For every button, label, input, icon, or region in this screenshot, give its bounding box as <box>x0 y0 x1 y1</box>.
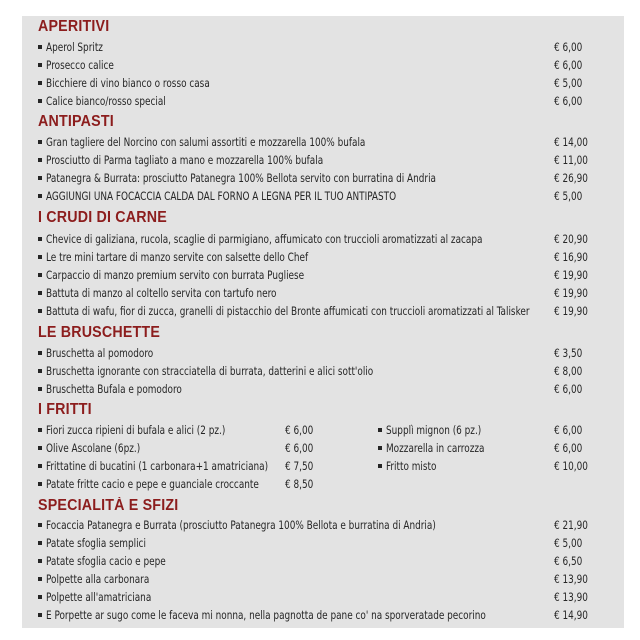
bullet-icon <box>38 309 42 313</box>
menu-item <box>38 133 624 151</box>
item-name: E Porpette ar sugo come le faceva mi nonna, nella pagnotta de pane co' na sporveratade pecorino <box>46 608 486 622</box>
menu-item <box>38 266 624 284</box>
item-price: € 6,00 <box>554 423 583 437</box>
menu-item <box>38 344 624 362</box>
bullet-icon <box>378 464 382 468</box>
bullet-icon <box>38 541 42 545</box>
item-name: Carpaccio di manzo premium servito con burrata Pugliese <box>46 268 305 282</box>
menu-item <box>38 248 624 266</box>
item-name: Mozzarella in carrozza <box>386 441 485 455</box>
item-price: € 7,50 <box>285 459 314 473</box>
section-title-antipasti: ANTIPASTI <box>38 113 114 130</box>
item-price: € 6,00 <box>554 58 583 72</box>
menu-item <box>38 380 624 398</box>
menu-item <box>38 151 624 169</box>
menu-item <box>38 457 368 475</box>
section-title-crudi: I CRUDI DI CARNE <box>38 209 167 226</box>
item-name: Patate fritte cacio e pepe e guanciale croccante <box>46 477 259 491</box>
item-name: Le tre mini tartare di manzo servite con salsette dello Chef <box>46 250 309 264</box>
item-price: € 19,90 <box>554 304 588 318</box>
bullet-icon <box>38 369 42 373</box>
item-name: Prosecco calice <box>46 58 114 72</box>
menu-item <box>38 439 368 457</box>
item-price: € 8,00 <box>554 364 583 378</box>
menu-item <box>38 606 624 624</box>
item-price: € 5,00 <box>554 189 583 203</box>
item-price: € 13,90 <box>554 590 588 604</box>
bullet-icon <box>38 351 42 355</box>
item-name: Aperol Spritz <box>46 40 103 54</box>
item-name: Calice bianco/rosso special <box>46 94 166 108</box>
item-name: Supplì mignon (6 pz.) <box>386 423 482 437</box>
item-name: Bruschetta ignorante con stracciatella di burrata, datterini e alici sott'olio <box>46 364 374 378</box>
item-price: € 6,00 <box>554 382 583 396</box>
bullet-icon <box>38 99 42 103</box>
bullet-icon <box>38 559 42 563</box>
bullet-icon <box>38 273 42 277</box>
item-name: Focaccia Patanegra e Burrata (prosciutto Patanegra 100% Bellota e burratina di Andria) <box>46 518 436 532</box>
section-title-fritti: I FRITTI <box>38 401 92 418</box>
menu-item <box>38 302 624 320</box>
menu-item <box>38 38 624 56</box>
menu-item <box>378 457 618 475</box>
item-name: Gran tagliere del Norcino con salumi assortiti e mozzarella 100% bufala <box>46 135 366 149</box>
bullet-icon <box>38 140 42 144</box>
item-name: Battuta di manzo al coltello servita con tartufo nero <box>46 286 277 300</box>
item-price: € 11,00 <box>554 153 588 167</box>
menu-item <box>38 230 624 248</box>
item-name: Battuta di wafu, fior di zucca, granelli di pistacchio del Bronte affumicati con truccioli aromatizzati al Talisker <box>46 304 530 318</box>
item-price: € 20,90 <box>554 232 588 246</box>
menu-item <box>38 362 624 380</box>
item-price: € 5,00 <box>554 536 583 550</box>
menu-item <box>38 92 624 110</box>
item-name: Fiori zucca ripieni di bufala e alici (2 pz.) <box>46 423 226 437</box>
menu-item <box>38 588 624 606</box>
item-price: € 21,90 <box>554 518 588 532</box>
bullet-icon <box>38 482 42 486</box>
item-price: € 26,90 <box>554 171 588 185</box>
bullet-icon <box>378 446 382 450</box>
menu-item <box>378 421 618 439</box>
bullet-icon <box>38 387 42 391</box>
bullet-icon <box>38 523 42 527</box>
item-price: € 10,00 <box>554 459 588 473</box>
bullet-icon <box>38 81 42 85</box>
bullet-icon <box>38 446 42 450</box>
item-name: Bruschetta Bufala e pomodoro <box>46 382 182 396</box>
item-price: € 14,00 <box>554 135 588 149</box>
item-price: € 19,90 <box>554 286 588 300</box>
item-price: € 6,00 <box>554 94 583 108</box>
bullet-icon <box>38 63 42 67</box>
item-price: € 5,00 <box>554 76 583 90</box>
menu-item <box>38 570 624 588</box>
bullet-icon <box>38 176 42 180</box>
menu-item <box>38 421 368 439</box>
bullet-icon <box>378 428 382 432</box>
menu-item <box>38 56 624 74</box>
menu-item <box>38 552 624 570</box>
item-price: € 19,90 <box>554 268 588 282</box>
menu-item <box>38 74 624 92</box>
item-price: € 13,90 <box>554 572 588 586</box>
item-name: Frittatine di bucatini (1 carbonara+1 amatriciana) <box>46 459 269 473</box>
bullet-icon <box>38 291 42 295</box>
bullet-icon <box>38 158 42 162</box>
item-name: Bruschetta al pomodoro <box>46 346 154 360</box>
item-price: € 14,90 <box>554 608 588 622</box>
item-name: Polpette all'amatriciana <box>46 590 152 604</box>
menu-item <box>38 187 624 205</box>
menu-item <box>38 169 624 187</box>
section-title-bruschette: LE BRUSCHETTE <box>38 324 161 341</box>
item-price: € 8,50 <box>285 477 314 491</box>
bullet-icon <box>38 464 42 468</box>
bullet-icon <box>38 577 42 581</box>
menu-item <box>38 516 624 534</box>
item-name: Patate sfoglia cacio e pepe <box>46 554 166 568</box>
bullet-icon <box>38 613 42 617</box>
menu-item <box>378 439 618 457</box>
bullet-icon <box>38 255 42 259</box>
item-name: Chevice di galiziana, rucola, scaglie di parmigiano, affumicato con truccioli aromatizzati al zacapa <box>46 232 483 246</box>
menu-item <box>38 475 368 493</box>
item-price: € 16,90 <box>554 250 588 264</box>
item-name: Prosciutto di Parma tagliato a mano e mozzarella 100% bufala <box>46 153 324 167</box>
section-title-specialita: SPECIALITÀ E SFIZI <box>38 497 179 514</box>
item-price: € 6,00 <box>554 40 583 54</box>
bullet-icon <box>38 237 42 241</box>
item-name: Bicchiere di vino bianco o rosso casa <box>46 76 210 90</box>
bullet-icon <box>38 428 42 432</box>
item-price: € 6,00 <box>285 423 314 437</box>
bullet-icon <box>38 595 42 599</box>
item-name: Patate sfoglia semplici <box>46 536 146 550</box>
menu-item <box>38 284 624 302</box>
menu-item <box>38 534 624 552</box>
item-name: Polpette alla carbonara <box>46 572 150 586</box>
item-name: Olive Ascolane (6pz.) <box>46 441 141 455</box>
item-name: Patanegra & Burrata: prosciutto Patanegra 100% Bellota servito con burratina di Andria <box>46 171 437 185</box>
item-price: € 3,50 <box>554 346 583 360</box>
item-price: € 6,00 <box>554 441 583 455</box>
bullet-icon <box>38 45 42 49</box>
item-price: € 6,00 <box>285 441 314 455</box>
item-price: € 6,50 <box>554 554 583 568</box>
item-name: AGGIUNGI UNA FOCACCIA CALDA DAL FORNO A LEGNA PER IL TUO ANTIPASTO <box>46 189 397 203</box>
bullet-icon <box>38 194 42 198</box>
menu-card <box>22 16 624 628</box>
section-title-aperitivi: APERITIVI <box>38 18 110 35</box>
item-name: Fritto misto <box>386 459 437 473</box>
